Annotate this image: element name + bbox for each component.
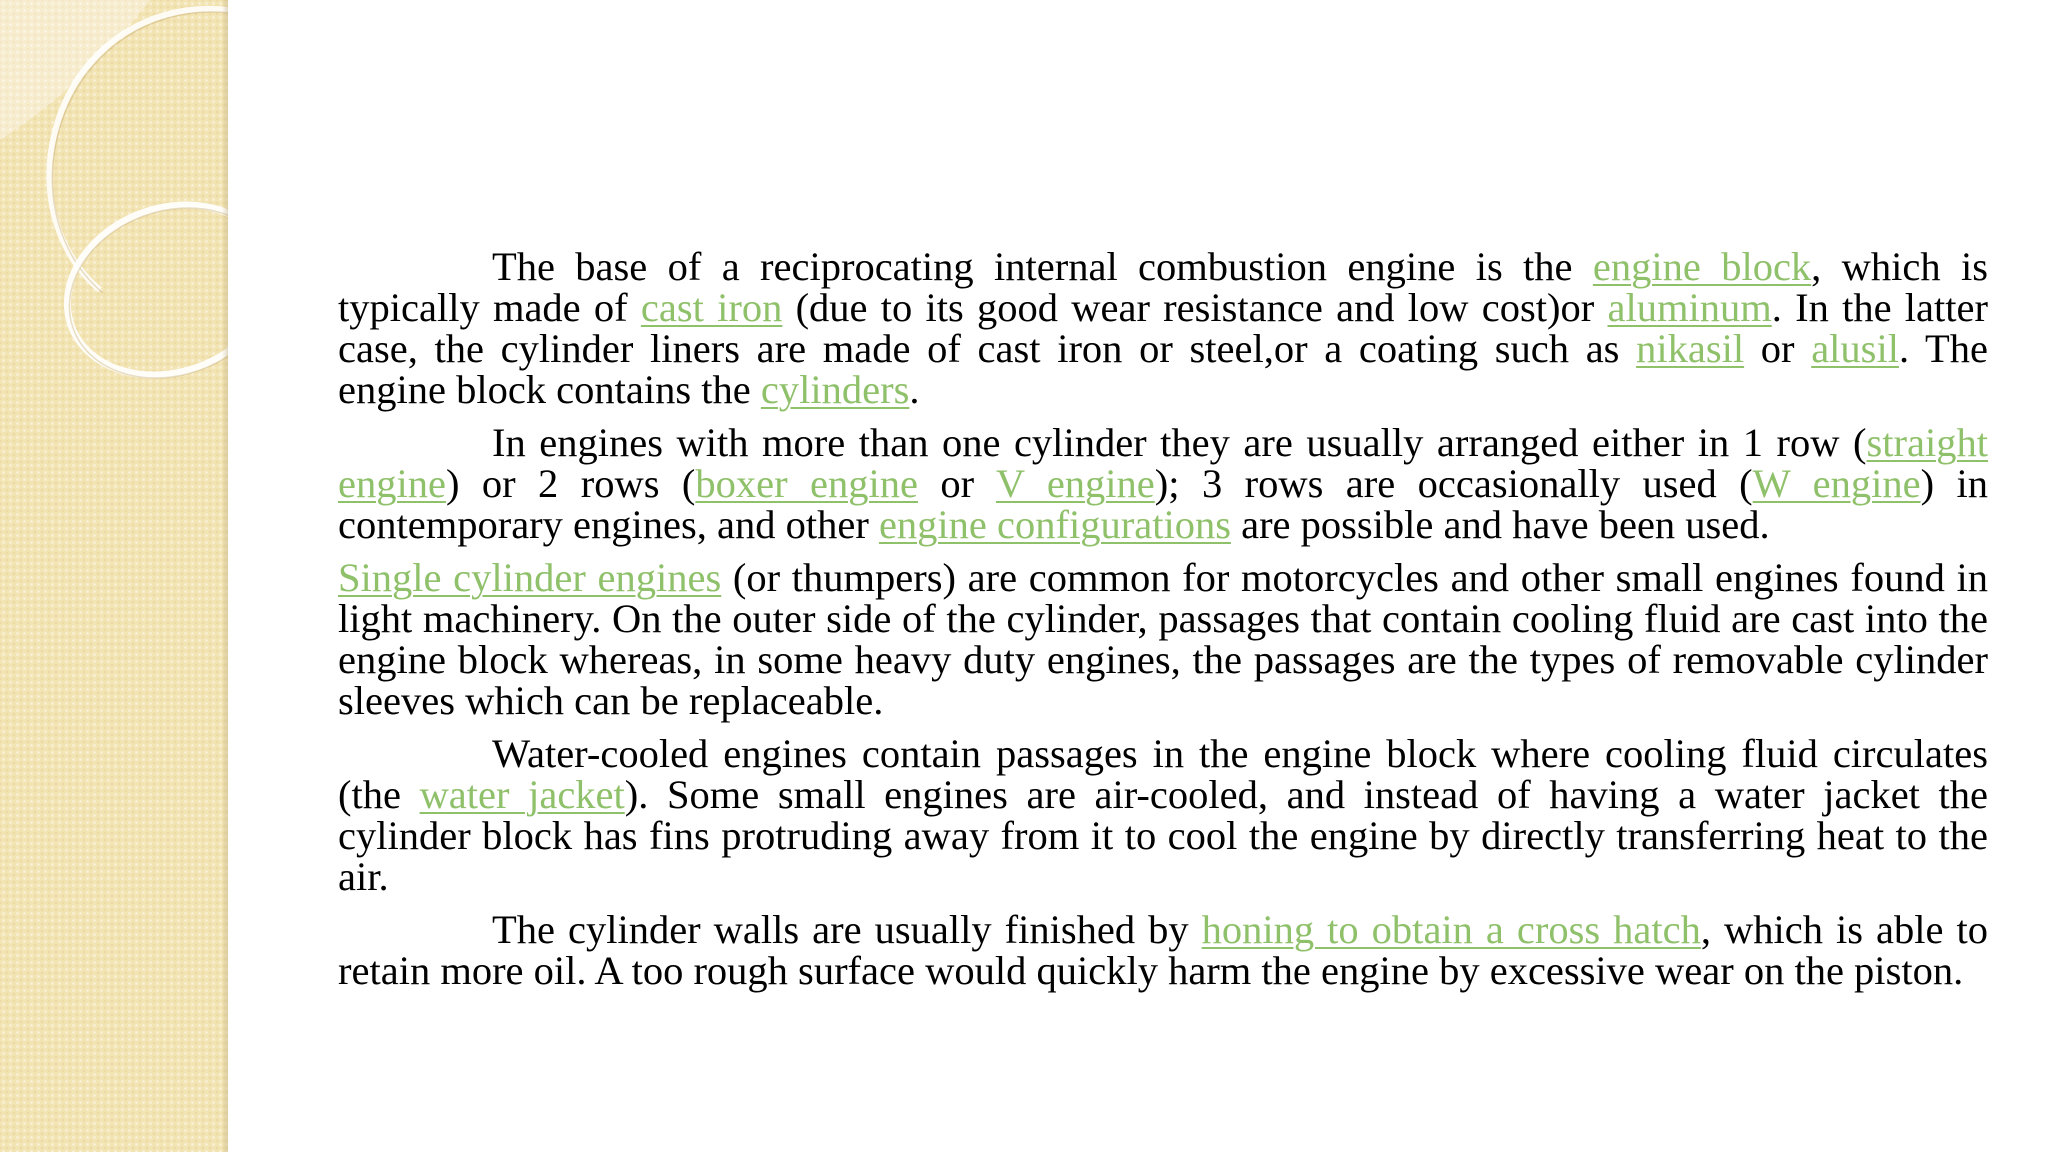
paragraph-engine-block	[338, 246, 1988, 410]
text-span: . The engine block contains the	[338, 326, 1988, 412]
text-span: or	[918, 461, 996, 506]
sidebar-edge-shadow	[222, 0, 228, 1152]
link-nikasil[interactable]: nikasil	[1636, 326, 1745, 371]
link-engine-block[interactable]: engine block	[1592, 244, 1812, 289]
link-boxer-engine[interactable]: boxer engine	[695, 461, 918, 506]
link-single-cylinder-engines[interactable]: Single cylinder engines	[338, 555, 722, 600]
text-span: , which is able to retain more oil. A too rough surface would quickly harm the engine by excessive wear on the piston.	[338, 907, 1988, 993]
text-span: or	[1744, 326, 1812, 371]
link-honing-cross-hatch[interactable]: honing to obtain a cross hatch	[1201, 907, 1701, 952]
decorative-rings-graphic	[0, 0, 228, 420]
paragraph-single-cylinder	[338, 557, 1988, 721]
text-span: ) in contemporary engines, and other	[338, 461, 1988, 547]
link-cylinders[interactable]: cylinders	[760, 367, 910, 412]
text-span: The base of a reciprocating internal combustion engine is the	[492, 244, 1593, 289]
link-engine-configurations[interactable]: engine configurations	[878, 502, 1231, 547]
text-span: . In the latter case, the cylinder liners are made of cast iron or steel,or a coating such as	[338, 285, 1988, 371]
text-span: (due to its good wear resistance and low cost)or	[782, 285, 1608, 330]
text-span: .	[909, 367, 920, 412]
paragraph-cylinder-walls	[338, 909, 1988, 991]
link-aluminum[interactable]: aluminum	[1607, 285, 1772, 330]
text-span: ). Some small engines are air-cooled, and instead of having a water jacket the cylinder block has fins protruding away from it to cool the engine by directly transferring heat to the air.	[338, 772, 1988, 899]
link-v-engine[interactable]: V engine	[995, 461, 1155, 506]
text-span: are possible and have been used.	[1230, 502, 1770, 547]
text-span: (or thumpers) are common for motorcycles and other small engines found in light machinery. On the outer side of the cylinder, passages that contain cooling fluid are cast into the engine block whereas, in some heavy duty engines, the passages are the types of removable cylinder sleeves which can be replaceable.	[338, 555, 1988, 723]
link-w-engine[interactable]: W engine	[1752, 461, 1921, 506]
decorative-sidebar	[0, 0, 228, 1152]
text-span: , which is typically made of	[338, 244, 1988, 330]
paragraph-cylinder-arrangement	[338, 422, 1988, 545]
corner-swoosh	[0, 0, 150, 140]
link-cast-iron[interactable]: cast iron	[640, 285, 783, 330]
text-span: ); 3 rows are occasionally used (	[1154, 461, 1753, 506]
link-alusil[interactable]: alusil	[1811, 326, 1899, 371]
text-span: The cylinder walls are usually finished by	[492, 907, 1202, 952]
link-straight-engine[interactable]: straight engine	[338, 420, 1988, 506]
link-water-jacket[interactable]: water jacket	[419, 772, 625, 817]
text-span: ) or 2 rows (	[445, 461, 696, 506]
paragraph-water-cooled	[338, 733, 1988, 897]
text-span: Water-cooled engines contain passages in the engine block where cooling fluid circulates (the	[338, 731, 1988, 817]
text-span: In engines with more than one cylinder they are usually arranged either in 1 row (	[492, 420, 1867, 465]
slide-body-text	[338, 246, 1988, 1003]
